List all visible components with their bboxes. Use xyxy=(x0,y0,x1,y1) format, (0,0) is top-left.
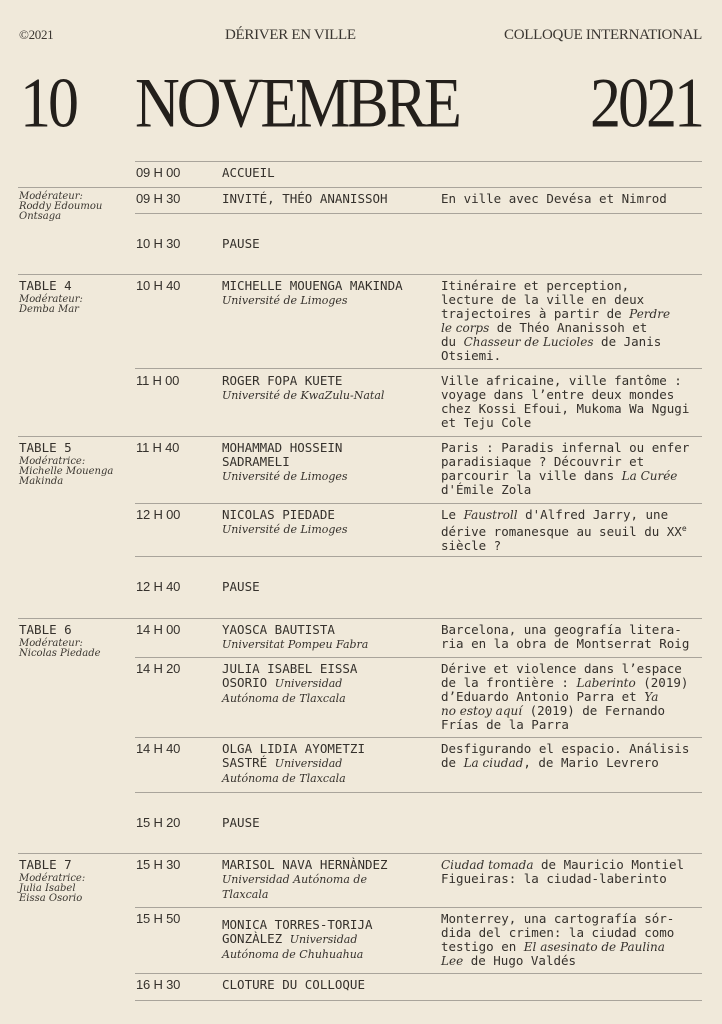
talk-title xyxy=(441,858,684,886)
title-text: (2019) de Fernando Frías de la Parra xyxy=(441,703,666,732)
speaker-name: MICHELLE MOUENGA MAKINDA xyxy=(222,278,403,293)
talk-title xyxy=(441,912,674,968)
title-text: de Hugo Valdés xyxy=(463,953,577,968)
time: 09 H 30 xyxy=(136,191,181,206)
divider xyxy=(135,973,702,974)
copyright: ©2021 xyxy=(19,27,54,42)
speaker-name: INVITÉ, THÉO ANANISSOH xyxy=(222,191,388,206)
affiliation: Université de KwaZulu-Natal xyxy=(222,389,385,402)
divider xyxy=(135,213,702,214)
table-label: TABLE 5 xyxy=(19,440,72,455)
affiliation: Universidad xyxy=(274,677,343,690)
speaker-name: OLGA LIDIA AYOMETZI SASTRÉ xyxy=(222,741,365,770)
time: 14 H 00 xyxy=(136,622,181,637)
title-text: Itinéraire et perception, lecture de la ville en deux trajectoires à partir de xyxy=(441,278,645,321)
speaker xyxy=(222,623,368,652)
talk-title: En ville avec Devésa et Nimrod xyxy=(441,191,667,206)
title-italic: La Curée xyxy=(621,469,678,483)
title-text: Desfigurando el espacio. Análisis de xyxy=(441,741,690,770)
divider xyxy=(18,436,702,437)
affiliation: Universidad xyxy=(289,933,358,946)
moderator-name: Michelle Mouenga Makinda xyxy=(19,466,114,487)
title-text: de Théo Ananissoh et du xyxy=(441,320,648,349)
moderator-name: Demba Mar xyxy=(19,304,79,315)
moderator xyxy=(19,192,102,222)
date-year: 2021 xyxy=(590,64,702,143)
talk-title: Ville africaine, ville fantôme : voyage dans l’entre deux mondes chez Kossi Efoui, Mukoma Wa Ngugi et Teju Cole xyxy=(441,373,690,430)
time: 11 H 40 xyxy=(136,440,180,455)
talk-title xyxy=(441,742,689,770)
divider xyxy=(135,907,702,908)
title-italic: El asesinato de Paulina xyxy=(523,940,665,954)
event-type: COLLOQUE INTERNATIONAL xyxy=(504,27,702,43)
table-label: TABLE 7 xyxy=(19,857,72,872)
title-italic: Chasseur de Lucioles xyxy=(463,335,594,349)
affiliation: Universidad Autónoma de Tlaxcala xyxy=(222,873,367,901)
moderator-name: Nicolas Piedade xyxy=(19,648,101,659)
title-text: de Mauricio Montiel Figueiras: la ciudad-laberinto xyxy=(441,857,685,886)
affiliation: Université de Limoges xyxy=(222,470,348,483)
title-italic: no estoy aquí xyxy=(441,704,523,718)
speaker-name: MOHAMMAD HOSSEIN SADRAMELI xyxy=(222,440,343,469)
talk-title xyxy=(441,662,688,732)
speaker-name: MARISOL NAVA HERNÀNDEZ xyxy=(222,857,388,872)
speaker xyxy=(222,662,357,706)
affiliation: Université de Limoges xyxy=(222,523,348,536)
page-title xyxy=(20,62,702,145)
divider xyxy=(135,657,702,658)
affiliation: Autónoma de Tlaxcala xyxy=(222,692,346,705)
time: 14 H 20 xyxy=(136,661,181,676)
title-text: , de Mario Levrero xyxy=(523,755,659,770)
title-text: Le xyxy=(441,507,464,522)
divider xyxy=(18,853,702,854)
title-text: d'Émile Zola xyxy=(441,482,532,497)
moderator-label: Modératrice: xyxy=(19,873,86,884)
event-title: DÉRIVER EN VILLE xyxy=(225,27,356,43)
title-superscript: e xyxy=(681,524,687,533)
title-italic: le corps xyxy=(441,321,490,335)
affiliation: Universidad xyxy=(274,757,343,770)
time: 16 H 30 xyxy=(136,977,181,992)
affiliation: Autónoma de Chuhuahua xyxy=(222,948,364,961)
moderator xyxy=(19,874,85,904)
speaker xyxy=(222,742,365,786)
title-text: d'Alfred Jarry, une dérive romanesque au seuil du XX xyxy=(441,507,682,539)
date-month: NOVEMBRE xyxy=(135,64,459,143)
time: 12 H 40 xyxy=(136,579,181,594)
speaker-name: ROGER FOPA KUETE xyxy=(222,373,343,388)
divider xyxy=(135,1000,702,1001)
moderator-name: Julia Isabel Eissa Osorio xyxy=(19,883,83,904)
divider xyxy=(135,737,702,738)
break-label: PAUSE xyxy=(222,236,260,251)
title-text: Dérive et violence dans l’espace de la frontière : xyxy=(441,661,682,690)
affiliation: Universitat Pompeu Fabra xyxy=(222,638,369,651)
divider xyxy=(18,274,702,275)
speaker-name: NICOLAS PIEDADE xyxy=(222,507,335,522)
title-italic: Ciudad tomada xyxy=(441,858,534,872)
speaker xyxy=(222,374,384,403)
speaker xyxy=(222,858,388,902)
talk-title: Barcelona, una geografía litera- ria en la obra de Montserrat Roig xyxy=(441,622,690,651)
time: 12 H 00 xyxy=(136,507,181,522)
moderator-label: Modérateur: xyxy=(19,638,83,649)
speaker-name: ACCUEIL xyxy=(222,165,275,180)
divider xyxy=(135,792,702,793)
divider xyxy=(135,503,702,504)
title-italic: Perdre xyxy=(629,307,671,321)
moderator-label: Modératrice: xyxy=(19,456,86,467)
talk-title xyxy=(441,508,687,553)
moderator xyxy=(19,295,83,315)
moderator-label: Modérateur: xyxy=(19,294,83,305)
divider xyxy=(18,187,702,188)
speaker-name: MONICA TORRES-TORIJA GONZÀLEZ xyxy=(222,917,373,946)
speaker-name: YAOSCA BAUTISTA xyxy=(222,622,335,637)
title-italic: Laberinto xyxy=(576,676,636,690)
time: 14 H 40 xyxy=(136,741,181,756)
talk-title xyxy=(441,279,670,363)
moderator xyxy=(19,457,113,487)
speaker xyxy=(222,918,373,962)
break-label: PAUSE xyxy=(222,579,260,594)
title-text: Monterrey, una cartografía sór- dida del crimen: la ciudad como testigo en xyxy=(441,911,675,954)
divider xyxy=(135,161,702,162)
divider xyxy=(135,556,702,557)
title-text: siècle ? xyxy=(441,538,502,553)
time: 10 H 40 xyxy=(136,278,181,293)
speaker xyxy=(222,279,403,308)
title-italic: Faustroll xyxy=(463,508,518,522)
moderator-name: Roddy Edoumou Ontsaga xyxy=(19,201,103,222)
speaker-name: JULIA ISABEL EISSA OSORIO xyxy=(222,661,358,690)
moderator-label: Modérateur: xyxy=(19,191,83,202)
header-bar xyxy=(19,27,702,45)
closing-label: CLOTURE DU COLLOQUE xyxy=(222,977,365,992)
title-text: Paris : Paradis infernal ou enfer paradisiaque ? Découvrir et parcourir la ville dans xyxy=(441,440,690,483)
title-italic: Lee xyxy=(441,954,464,968)
divider xyxy=(18,618,702,619)
title-italic: Ya xyxy=(644,690,659,704)
time: 10 H 30 xyxy=(136,236,181,251)
time: 11 H 00 xyxy=(136,373,180,388)
speaker xyxy=(222,508,348,537)
time: 15 H 20 xyxy=(136,815,181,830)
title-text: (2019) d’Eduardo Antonio Parra et xyxy=(441,675,689,704)
time: 09 H 00 xyxy=(136,165,181,180)
time: 15 H 30 xyxy=(136,857,181,872)
title-text: de Janis Otsiemi. xyxy=(441,334,662,363)
affiliation: Autónoma de Tlaxcala xyxy=(222,772,346,785)
affiliation: Université de Limoges xyxy=(222,294,348,307)
break-label: PAUSE xyxy=(222,815,260,830)
moderator xyxy=(19,639,101,659)
table-label: TABLE 6 xyxy=(19,622,72,637)
title-italic: La ciudad xyxy=(463,756,524,770)
table-label: TABLE 4 xyxy=(19,278,72,293)
speaker xyxy=(222,441,348,484)
date-day: 10 xyxy=(20,64,76,143)
divider xyxy=(135,368,702,369)
talk-title xyxy=(441,441,689,497)
time: 15 H 50 xyxy=(136,911,181,926)
